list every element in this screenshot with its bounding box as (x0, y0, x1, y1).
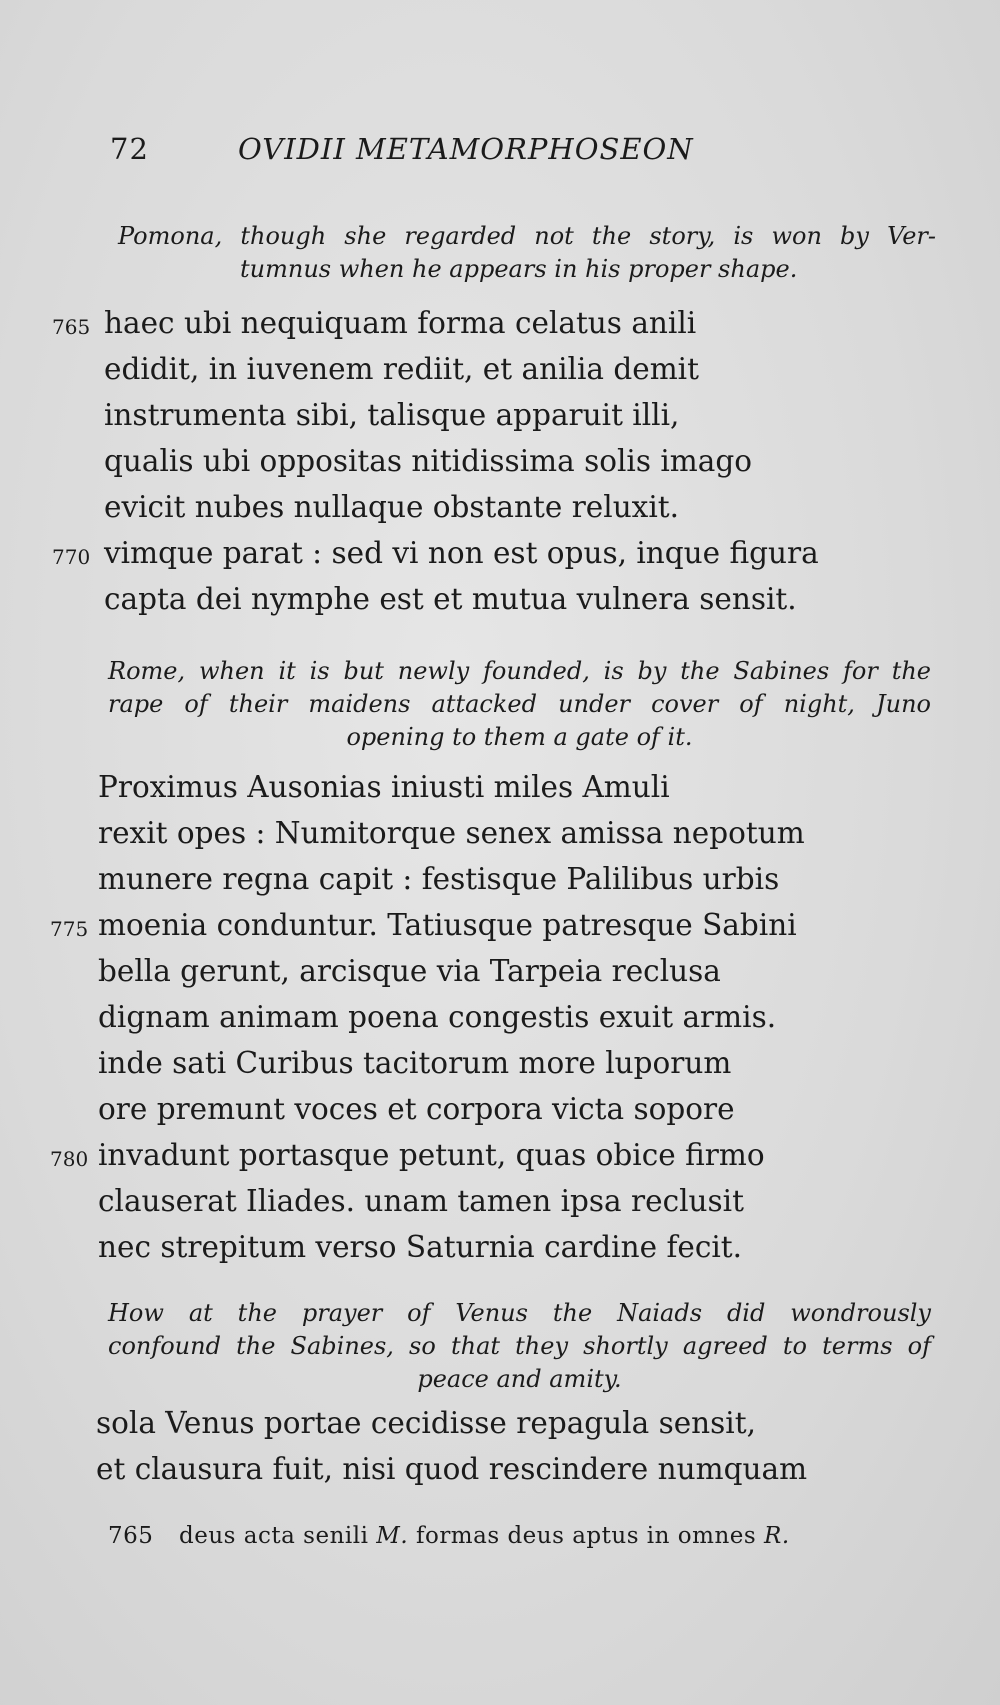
line-number: 770 (52, 545, 91, 569)
footnote-number: 765 (108, 1523, 154, 1549)
footnote (108, 1523, 790, 1549)
argument-line: peace and amity. (417, 1365, 622, 1393)
manuscript-siglum: M. (376, 1523, 409, 1549)
argument-line: Rome, when it is but newly founded, is by the Sabines for the (108, 657, 931, 685)
running-title: OVIDII METAMORPHOSEON (238, 132, 694, 166)
page-number: 72 (110, 132, 149, 166)
verse-line (0, 1406, 1000, 1452)
verse-line (0, 582, 1000, 628)
verse-line (0, 954, 1000, 1000)
verse-text: ore premunt voces et corpora victa sopore (98, 1092, 735, 1126)
verse-text: et clausura fuit, nisi quod rescindere numquam (96, 1452, 808, 1486)
verse-line (0, 1000, 1000, 1046)
argument-line: opening to them a gate of it. (346, 723, 693, 751)
verse-text: evicit nubes nullaque obstante reluxit. (104, 490, 679, 524)
verse-text: capta dei nymphe est et mutua vulnera sensit. (104, 582, 797, 616)
verse-text: Proximus Ausonias iniusti miles Amuli (98, 770, 670, 804)
verse-text: edidit, in iuvenem rediit, et anilia demit (104, 352, 699, 386)
verse-line (0, 1184, 1000, 1230)
line-number: 780 (50, 1147, 89, 1171)
verse-block-1 (0, 306, 1000, 628)
verse-text: invadunt portasque petunt, quas obice firmo (98, 1138, 765, 1172)
argument-line: Pomona, though she regarded not the story, is won by Ver- (118, 222, 936, 250)
verse-line (0, 770, 1000, 816)
verse-text: instrumenta sibi, talisque apparuit illi, (104, 398, 680, 432)
verse-line (0, 306, 1000, 352)
verse-text: vimque parat : sed vi non est opus, inque figura (104, 536, 819, 570)
verse-text: clauserat Iliades. unam tamen ipsa reclusit (98, 1184, 744, 1218)
verse-text: qualis ubi oppositas nitidissima solis imago (104, 444, 752, 478)
verse-line (0, 352, 1000, 398)
verse-line (0, 1138, 1000, 1184)
argument-line: rape of their maidens attacked under cover of night, Juno (108, 690, 931, 718)
verse-text: bella gerunt, arcisque via Tarpeia reclusa (98, 954, 721, 988)
verse-text: sola Venus portae cecidisse repagula sensit, (96, 1406, 756, 1440)
manuscript-siglum: R. (764, 1523, 790, 1549)
verse-block-2 (0, 770, 1000, 1276)
verse-text: inde sati Curibus tacitorum more luporum (98, 1046, 732, 1080)
footnote-text: deus acta senili (179, 1523, 369, 1549)
verse-block-3 (0, 1406, 1000, 1498)
argument-vertumnus (118, 220, 936, 286)
verse-line (0, 490, 1000, 536)
line-number: 775 (50, 917, 89, 941)
verse-line (0, 398, 1000, 444)
argument-rome (108, 655, 931, 754)
verse-text: haec ubi nequiquam forma celatus anili (104, 306, 697, 340)
verse-text: nec strepitum verso Saturnia cardine fecit. (98, 1230, 743, 1264)
verse-line (0, 908, 1000, 954)
argument-line: confound the Sabines, so that they shortly agreed to terms of (108, 1332, 931, 1360)
argument-line: How at the prayer of Venus the Naiads did wondrously (108, 1299, 931, 1327)
verse-text: rexit opes : Numitorque senex amissa nepotum (98, 816, 805, 850)
verse-line (0, 1092, 1000, 1138)
footnote-text: formas deus aptus in omnes (415, 1523, 757, 1549)
verse-text: dignam animam poena congestis exuit armis. (98, 1000, 777, 1034)
running-header (110, 132, 810, 166)
verse-line (0, 816, 1000, 862)
verse-line (0, 444, 1000, 490)
verse-line (0, 1230, 1000, 1276)
verse-line (0, 1452, 1000, 1498)
verse-line (0, 1046, 1000, 1092)
verse-text: moenia conduntur. Tatiusque patresque Sabini (98, 908, 797, 942)
line-number: 765 (52, 315, 91, 339)
argument-venus (108, 1297, 931, 1396)
verse-line (0, 536, 1000, 582)
argument-line: tumnus when he appears in his proper shape. (240, 255, 798, 283)
verse-text: munere regna capit : festisque Palilibus urbis (98, 862, 780, 896)
verse-line (0, 862, 1000, 908)
